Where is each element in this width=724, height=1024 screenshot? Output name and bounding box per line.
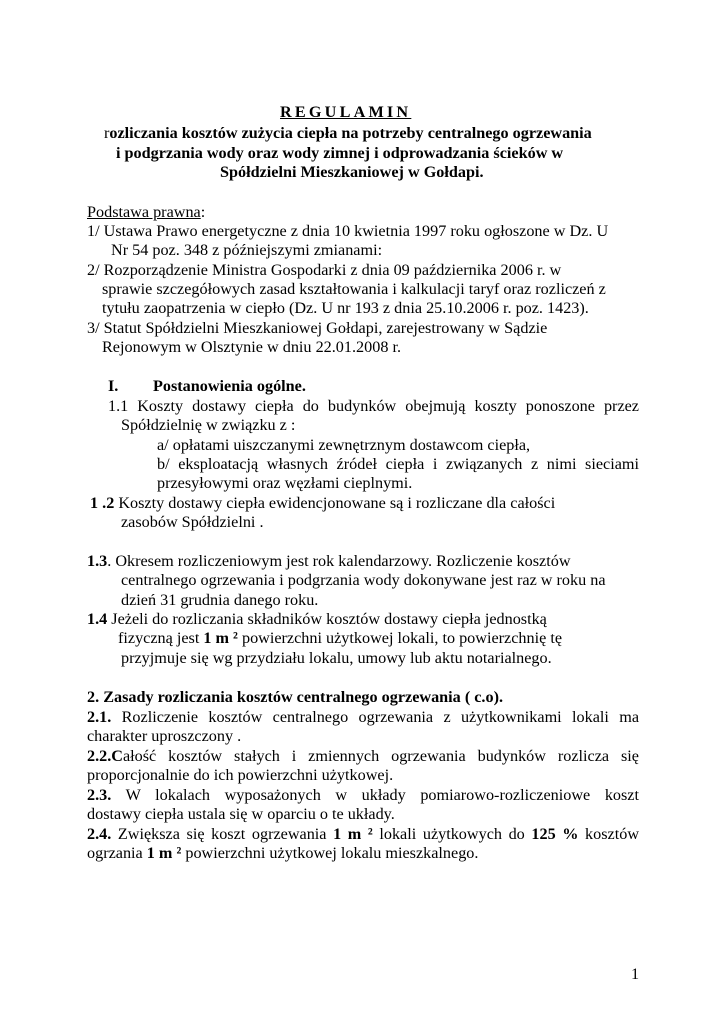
para-2-4-post: kosztów [578,825,640,843]
document-subtitle-line-3: Spółdzielni Mieszkaniowej w Gołdapi. [220,163,484,181]
para-2-4-number: 2.4. [87,825,112,843]
para-1-4-line-2-pre: fizyczną jest [118,629,204,647]
para-2-1-number: 2.1. [87,708,112,726]
legal-basis-line-2: Nr 54 poz. 348 z późniejszymi zmianami: [111,241,383,259]
para-2-4-line-2-unit: 1 m ² [146,844,182,862]
document-title: REGULAMIN [280,103,412,121]
para-2-3-line-1 [87,786,639,805]
para-2-2-line-2: proporcjonalnie do ich powierzchni użytkowej. [87,766,394,784]
para-1-4-line-2-post: powierzchni użytkowej lokali, to powierzchnię tę [237,629,563,647]
section-2-heading: 2. Zasady rozliczania kosztów centralnego ogrzewania ( c.o). [87,688,504,706]
para-1-4-line-3: przyjmuje się wg przydziału lokalu, umowy lub aktu notarialnego. [121,649,552,667]
para-2-2-text: ałość kosztów stałych i zmiennych ogrzewania budynków rozlicza się [122,747,639,765]
para-1-2-line-1 [90,494,555,513]
para-2-4-line-2 [87,844,478,863]
para-2-4-mid: lokali użytkowych do [372,825,532,843]
para-1-2-number: 1 .2 [90,494,115,512]
para-1-3-line-3: dzień 31 grudnia danego roku. [121,591,319,609]
para-1-1-item-b: b/ eksploatacją własnych źródeł ciepła i związanych z nimi sieciami [157,455,639,473]
para-1-3-line-1 [87,552,571,571]
para-2-3-number: 2.3. [87,786,112,804]
para-2-2-line-1 [87,747,639,766]
legal-basis-line-5: tytułu zaopatrzenia w ciepło (Dz. U nr 193 z dnia 25.10.2006 r. poz. 1423). [102,299,589,317]
legal-basis-line-3: 2/ Rozporządzenie Ministra Gospodarki z dnia 09 października 2006 r. w [87,261,562,279]
legal-basis-label: Podstawa prawna [87,203,201,221]
para-2-4-percent: 125 % [531,825,579,843]
para-1-2-text: Koszty dostawy ciepła ewidencjonowane są i rozliczane dla całości [114,494,556,512]
para-2-4-unit: 1 m ² [333,825,373,843]
para-1-4-line-2 [118,629,562,648]
para-1-4-number: 1.4 [87,610,108,628]
para-1-3-line-2: centralnego ogrzewania i podgrzania wody dokonywane jest raz w roku na [121,571,606,589]
para-1-4-unit: 1 m ² [203,629,238,647]
para-2-1-text: Rozliczenie kosztów centralnego ogrzewania z użytkownikami lokali ma [111,708,639,726]
para-2-3-line-2: dostawy ciepła ustala się w oparciu o te układy. [87,805,395,823]
section-1-number: I. [108,377,119,395]
legal-basis-line-4: sprawie szczegółowych zasad kształtowania i kalkulacji taryf oraz rozliczeń z [102,280,606,298]
page-number: 1 [631,965,640,983]
para-1-4-line-1 [87,610,547,629]
para-2-1-line-1 [87,708,639,727]
legal-basis-heading [87,203,205,222]
para-1-1-line-1: 1.1 Koszty dostawy ciepła do budynków obejmują koszty ponoszone przez [108,397,639,415]
legal-basis-line-1: 1/ Ustawa Prawo energetyczne z dnia 10 kwietnia 1997 roku ogłoszone w Dz. U [87,222,609,240]
legal-basis-line-6: 3/ Statut Spółdzielni Mieszkaniowej Gołdapi, zarejestrowany w Sądzie [87,319,548,337]
para-2-2-number: 2.2.C [87,747,123,765]
para-2-4-pre: Zwiększa się koszt ogrzewania [111,825,334,843]
para-1-3-text: . Okresem rozliczeniowym jest rok kalendarzowy. Rozliczenie kosztów [107,552,571,570]
para-1-4-text: Jeżeli do rozliczania składników kosztów dostawy ciepła jednostką [107,610,547,628]
para-2-4-line-1 [87,825,639,844]
para-2-1-line-2: charakter uproszczony . [87,727,242,745]
legal-basis-colon: : [200,203,206,221]
para-2-4-line-2-post: powierzchni użytkowej lokalu mieszkalnego. [181,844,479,862]
document-subtitle-line-1: rozliczania kosztów zużycia ciepła na potrzeby centralnego ogrzewania [104,124,592,142]
document-subtitle-line-2: i podgrzania wody oraz wody zimnej i odprowadzania ścieków w [116,144,564,162]
legal-basis-line-7: Rejonowym w Olsztynie w dniu 22.01.2008 r. [102,338,402,356]
para-1-1-item-b-cont: przesyłowymi oraz węzłami cieplnymi. [157,474,413,492]
para-1-1-item-a: a/ opłatami uiszczanymi zewnętrznym dostawcom ciepła, [157,436,531,454]
subtitle-line-1-text: ozliczania kosztów zużycia ciepła na potrzeby centralnego ogrzewania [109,124,592,142]
para-1-3-number: 1.3 [87,552,108,570]
para-1-2-line-2: zasobów Spółdzielni . [121,513,264,531]
para-1-1-line-2: Spółdzielnię w związku z : [121,416,296,434]
para-2-3-text: W lokalach wyposażonych w układy pomiarowo-rozliczeniowe koszt [111,786,639,804]
section-1-heading: Postanowienia ogólne. [153,377,306,395]
para-2-4-line-2-pre: ogrzania [87,844,147,862]
